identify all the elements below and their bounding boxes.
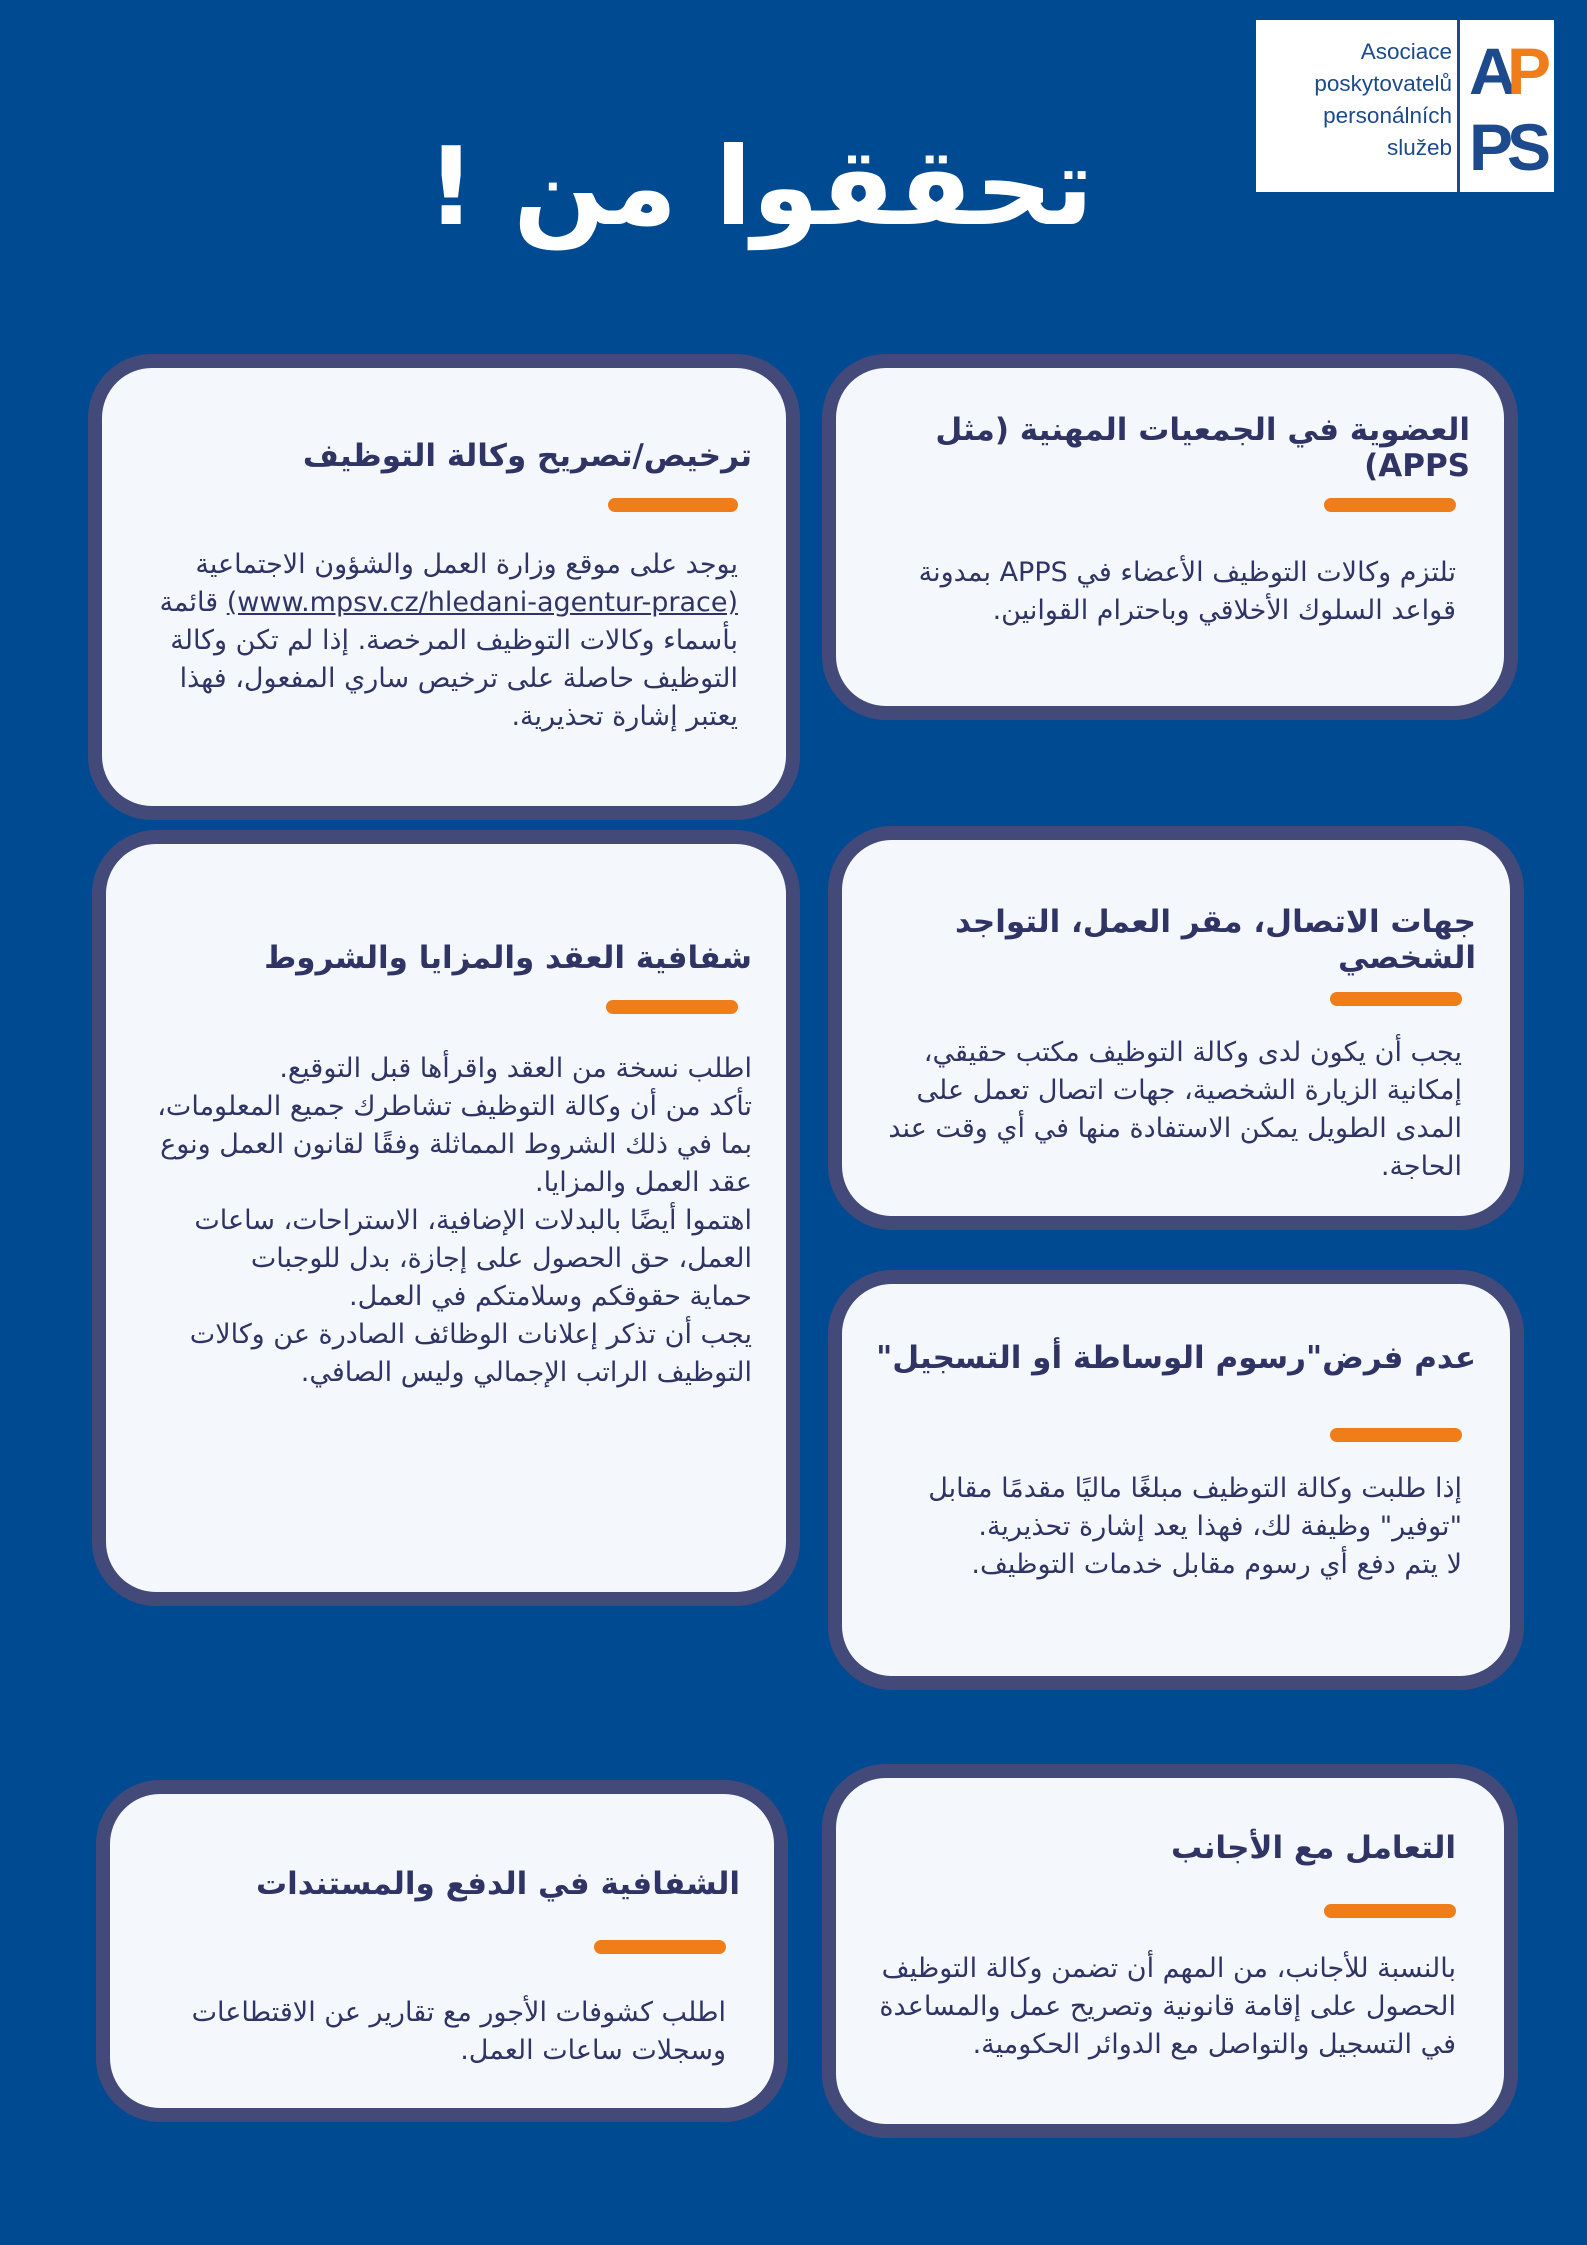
accent-bar — [1324, 498, 1456, 512]
page-title: تحققوا من ! — [426, 125, 1094, 250]
logo-letter-p: P — [1507, 34, 1551, 108]
accent-bar — [1330, 992, 1462, 1006]
card-body: تلتزم وكالات التوظيف الأعضاء في APPS بمدونة قواعد السلوك الأخلاقي وباحترام القوانين. — [918, 557, 1456, 626]
card-title: شفافية العقد والمزايا والشروط — [264, 940, 752, 976]
accent-bar — [608, 498, 738, 512]
logo-divider — [1457, 20, 1460, 192]
card-license — [88, 354, 800, 820]
card-body: يجب أن يكون لدى وكالة التوظيف مكتب حقيقي، إمكانية الزيارة الشخصية، جهات اتصال تعمل على المدى الطويل يمكن الاستفادة منها في أي وقت عند الحاجة. — [888, 1037, 1462, 1182]
card-title: عدم فرض"رسوم الوساطة أو التسجيل" — [876, 1340, 1476, 1376]
accent-bar — [606, 1000, 738, 1014]
card-title: ترخيص/تصريح وكالة التوظيف — [302, 438, 752, 474]
contract-paragraph: اهتموا أيضًا بالبدلات الإضافية، الاستراحات، ساعات العمل، حق الحصول على إجازة، بدل للوجبات — [194, 1205, 752, 1274]
card-fees — [828, 1270, 1524, 1690]
fees-paragraph: إذا طلبت وكالة التوظيف مبلغًا ماليًا مقدمًا مقابل "توفير" وظيفة لك، فهذا يعد إشارة تحذيرية. — [928, 1473, 1462, 1542]
card-title: التعامل مع الأجانب — [1170, 1830, 1456, 1866]
license-text-after: قائمة بأسماء وكالات التوظيف المرخصة. إذا لم تكن وكالة التوظيف حاصلة على ترخيص ساري المفعول، فهذا يعتبر إشارة تحذيرية. — [159, 587, 738, 732]
logo-letter-s: S — [1507, 110, 1551, 182]
apps-logo — [1256, 20, 1554, 192]
mpsv-link[interactable]: (www.mpsv.cz/hledani-agentur-prace) — [226, 587, 738, 618]
card-foreigners — [822, 1764, 1518, 2138]
logo-letter-p: P — [1469, 110, 1514, 182]
logo-line: personálních — [1323, 103, 1452, 128]
license-text-before: يوجد على موقع وزارة العمل والشؤون الاجتماعية — [195, 549, 738, 580]
logo-text — [1256, 36, 1452, 164]
card-body — [132, 546, 738, 736]
card-body: اطلب كشوفات الأجور مع تقارير عن الاقتطاعات وسجلات ساعات العمل. — [191, 1997, 726, 2066]
logo-line: služeb — [1386, 135, 1452, 160]
card-body: بالنسبة للأجانب، من المهم أن تضمن وكالة التوظيف الحصول على إقامة قانونية وتصريح عمل والمساعدة في التسجيل والتواصل مع الدوائر الحكومية. — [879, 1953, 1456, 2060]
fees-paragraph: لا يتم دفع أي رسوم مقابل خدمات التوظيف. — [971, 1549, 1462, 1580]
card-title: جهات الاتصال، مقر العمل، التواجد الشخصي — [955, 904, 1476, 976]
accent-bar — [1324, 1904, 1456, 1918]
contract-paragraph: حماية حقوقكم وسلامتكم في العمل. — [349, 1281, 752, 1312]
card-title: العضوية في الجمعيات المهنية (مثل APPS) — [935, 412, 1470, 484]
logo-letter-a: A — [1469, 34, 1517, 108]
card-contract — [92, 830, 800, 1606]
contract-paragraph: اطلب نسخة من العقد واقرأها قبل التوقيع. — [279, 1053, 752, 1084]
logo-line: Asociace — [1360, 39, 1452, 64]
card-title: الشفافية في الدفع والمستندات — [255, 1866, 740, 1902]
apps-logo-mark — [1467, 32, 1551, 182]
card-body — [128, 1050, 752, 1392]
card-payment — [96, 1780, 788, 2122]
card-membership — [822, 354, 1518, 720]
contract-paragraph: يجب أن تذكر إعلانات الوظائف الصادرة عن وكالات التوظيف الراتب الإجمالي وليس الصافي. — [189, 1319, 752, 1388]
card-body — [872, 1470, 1462, 1584]
contract-paragraph: تأكد من أن وكالة التوظيف تشاطرك جميع المعلومات، بما في ذلك الشروط المماثلة وفقًا لقانون العمل ونوع عقد العمل والمزايا. — [157, 1091, 752, 1198]
card-contacts — [828, 826, 1524, 1230]
accent-bar — [1330, 1428, 1462, 1442]
logo-line: poskytovatelů — [1314, 71, 1452, 96]
accent-bar — [594, 1940, 726, 1954]
